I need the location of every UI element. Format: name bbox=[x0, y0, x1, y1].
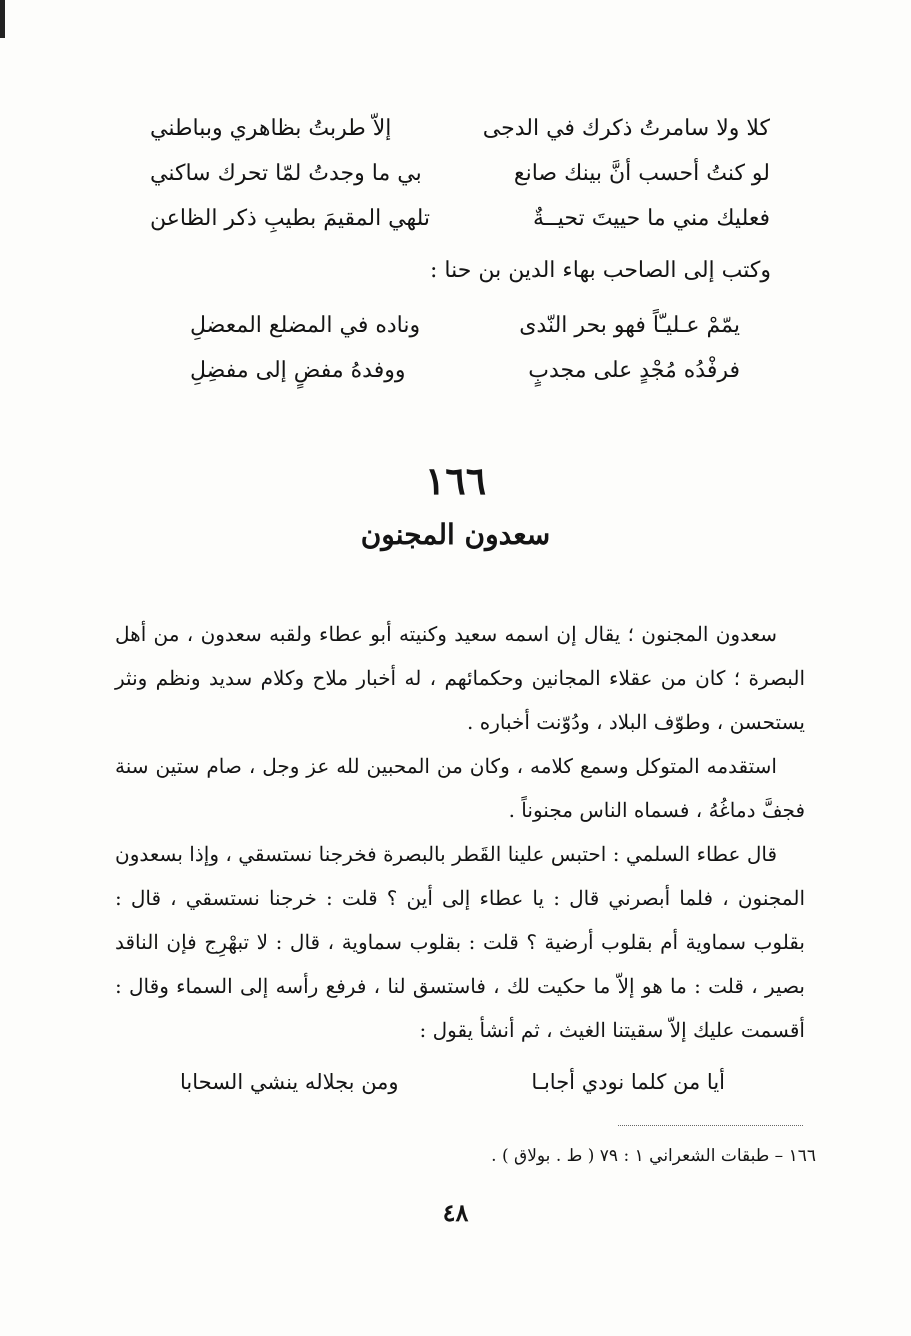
verse-hemistich-first: يمّمْ عـليـّاً فهو بحر النّدى bbox=[519, 313, 740, 338]
intro-line: وكتب إلى الصاحب بهاء الدين بن حنا : bbox=[429, 258, 771, 283]
page-number: ٤٨ bbox=[442, 1198, 469, 1227]
footnote-divider bbox=[618, 1125, 803, 1126]
verse-hemistich-second: تلهي المقيمَ بطيبِ ذكر الظاعن bbox=[150, 206, 431, 231]
entry-title: سعدون المجنون bbox=[360, 518, 551, 551]
verse-hemistich-second: ومن بجلاله ينشي السحابا bbox=[180, 1070, 399, 1094]
verse-line bbox=[190, 350, 740, 396]
verse-hemistich-first: كلا ولا سامرتُ ذكرك في الدجى bbox=[482, 116, 770, 141]
paragraph: سعدون المجنون ؛ يقال إن اسمه سعيد وكنيته أبو عطاء ولقبه سعدون ، من أهل البصرة ؛ كان من عقلاء المجانين وحكمائهم ، له أخبار ملاح وكلام سديد ونظم ونثر يستحسن ، وطوّف البلاد ، ودُوّنت أخباره . bbox=[115, 622, 805, 734]
verse-line bbox=[150, 153, 770, 199]
entry-body bbox=[115, 612, 805, 1052]
scan-edge-mark bbox=[0, 0, 5, 38]
paragraph: قال عطاء السلمي : احتبس علينا القَطر بالبصرة فخرجنا نستسقي ، وإذا بسعدون المجنون ، فلما أبصرني قال : يا عطاء إلى أين ؟ قلت : خرجنا نستسقي ، قال : بقلوب سماوية أم بقلوب أرضية ؟ قلت : بقلوب سماوية ، قال : لا تبهْرِج فإن الناقد بصير ، قلت : ما هو إلاّ ما حكيت لك ، فاستسق لنا ، فرفع رأسه إلى السماء وقال : أقسمت عليك إلاّ سقيتنا الغيث ، ثم أنشأ يقول : bbox=[115, 842, 805, 1042]
verse-line bbox=[150, 108, 770, 154]
verse-line bbox=[150, 198, 770, 244]
footnote: ١٦٦ – طبقات الشعراني ١ : ٧٩ ( ط . بولاق ) . bbox=[491, 1146, 816, 1166]
verse-hemistich-second: وناده في المضلع المعضلِ bbox=[190, 313, 421, 338]
verse-hemistich-first: لو كنتُ أحسب أنَّ بينك صانع bbox=[513, 161, 770, 186]
verse-hemistich-first: أيا من كلما نودي أجابـا bbox=[531, 1070, 725, 1094]
verse-hemistich-second: إلاّ طربتُ بظاهري وبباطني bbox=[150, 116, 392, 141]
entry-number: ١٦٦ bbox=[424, 458, 487, 503]
paragraph: استقدمه المتوكل وسمع كلامه ، وكان من المحبين لله عز وجل ، صام ستين سنة فجفَّ دماغُهُ ، فسماه الناس مجنوناً . bbox=[115, 754, 805, 822]
verse-hemistich-first: فرفْدُه مُجْدٍ على مجدبٍ bbox=[528, 358, 740, 383]
verse-hemistich-second: بي ما وجدتُ لمّا تحرك ساكني bbox=[150, 161, 422, 186]
verse-line bbox=[190, 305, 740, 351]
verse-hemistich-first: فعليك مني ما حييتَ تحيــةٌ bbox=[533, 206, 770, 231]
verse-hemistich-second: ووفدهُ مفضٍ إلى مفضِلِ bbox=[190, 358, 406, 383]
